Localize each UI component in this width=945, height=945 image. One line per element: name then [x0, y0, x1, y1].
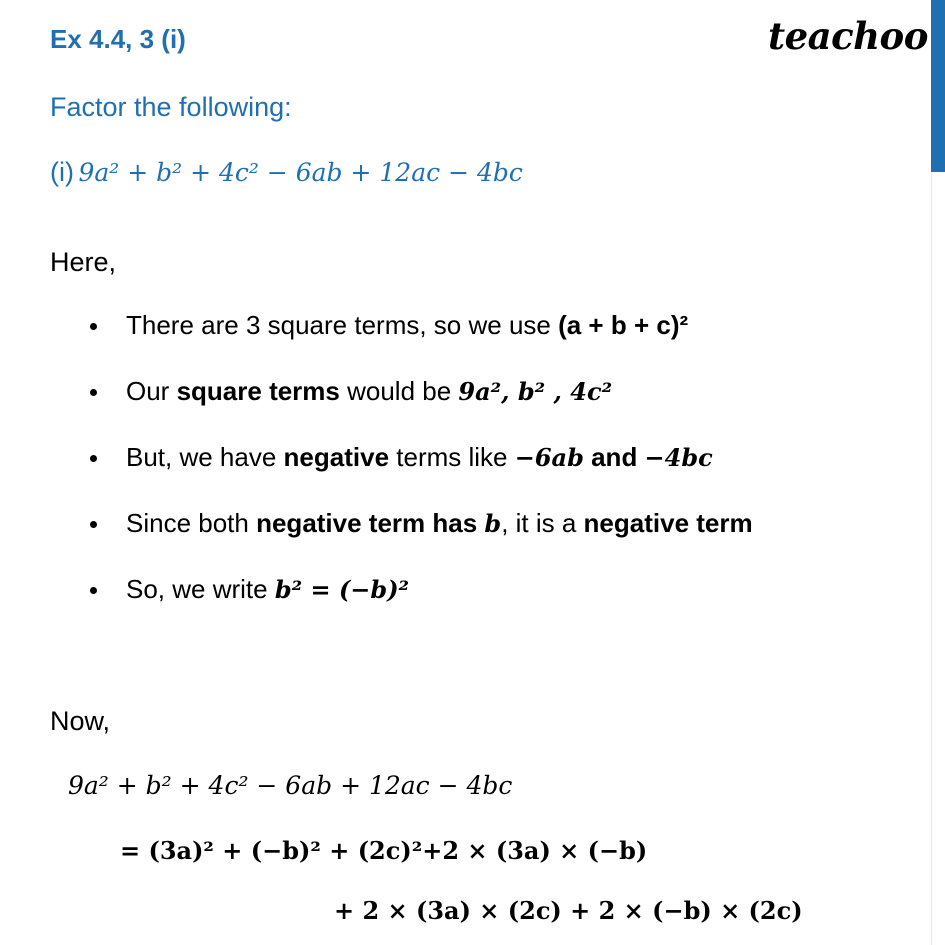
part-label: (i): [50, 157, 74, 187]
bullet-3-text-mid: terms like: [389, 442, 515, 472]
scrollbar-thumb[interactable]: [931, 0, 945, 172]
bullet-4-bold-2: negative term: [583, 508, 753, 538]
exercise-heading: Ex 4.4, 3 (i): [50, 24, 186, 54]
bullet-dot: [90, 323, 97, 330]
bullet-3-bold: negative: [283, 442, 390, 472]
question-expression-line: [50, 157, 523, 188]
bullet-2-math: 9a², b² , 4c²: [458, 377, 613, 406]
bullet-item-3: [126, 442, 713, 473]
bullet-3-math-1: −6ab: [514, 443, 584, 472]
now-label: Now,: [50, 706, 111, 736]
step-line-1: = (3a)² + (−b)² + (2c)²+2 × (3a) × (−b): [120, 836, 648, 865]
question-instruction: Factor the following:: [50, 92, 292, 122]
step-line-2: + 2 × (3a) × (2c) + 2 × (−b) × (2c): [334, 896, 803, 925]
bullet-2-bold: square terms: [176, 376, 340, 406]
bullet-1-text: There are 3 square terms, so we use: [126, 310, 559, 340]
bullet-3-and: and: [583, 442, 645, 472]
bullet-3-text: But, we have: [126, 442, 284, 472]
bullet-2-text: Our: [126, 376, 177, 406]
teachoo-logo: teachoo: [768, 14, 928, 58]
bullet-5-math: b² = (−b)²: [274, 575, 410, 604]
intro-label: Here,: [50, 247, 117, 277]
bullet-2-text-mid: would be: [339, 376, 459, 406]
bullet-4-math: b: [484, 509, 502, 538]
bullet-dot: [90, 455, 97, 462]
bullet-dot: [90, 389, 97, 396]
question-expression: 9a² + b² + 4c² − 6ab + 12ac − 4bc: [78, 158, 523, 187]
bullet-3-math-2: −4bc: [644, 443, 713, 472]
bullet-4-text-mid: , it is a: [501, 508, 584, 538]
expression-line: 9a² + b² + 4c² − 6ab + 12ac − 4bc: [68, 771, 513, 800]
bullet-item-2: [126, 376, 612, 407]
bullet-dot: [90, 587, 97, 594]
bullet-item-5: [126, 574, 409, 605]
bullet-item-1: [126, 310, 688, 341]
bullet-4-bold: negative term has: [256, 508, 485, 538]
bullet-item-4: [126, 508, 753, 539]
bullet-5-text: So, we write: [126, 574, 275, 604]
bullet-dot: [90, 521, 97, 528]
bullet-4-text: Since both: [126, 508, 257, 538]
bullet-1-formula: (a + b + c)²: [558, 310, 689, 340]
